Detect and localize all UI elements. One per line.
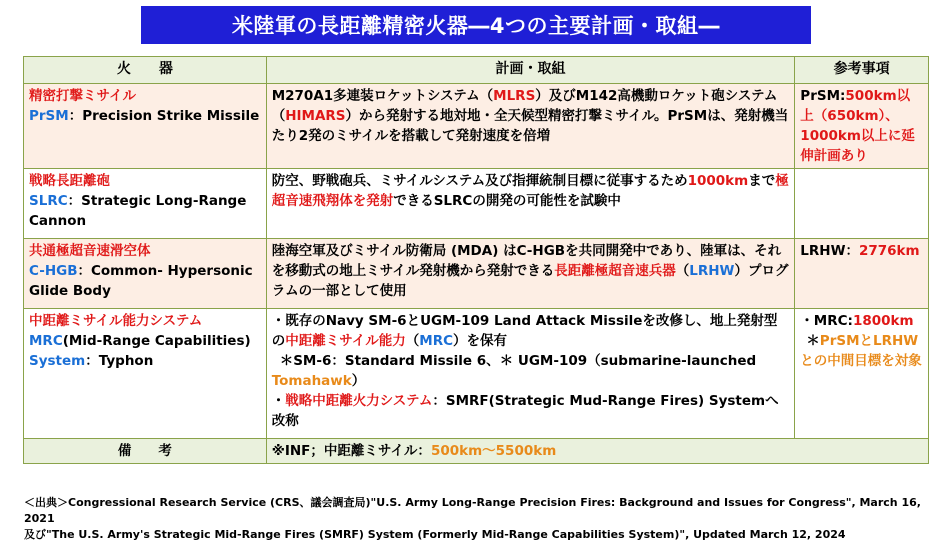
plan-text: 防空、野戦砲兵、ミサイルシステム及び指揮統制目標に従事するため — [271, 173, 688, 189]
table-row — [24, 169, 929, 239]
plan-highlight: 長距離極超音速兵器 — [554, 263, 676, 279]
header-plan: 計画・取組 — [266, 57, 795, 84]
plan-highlight: MLRS — [493, 88, 536, 104]
plan-text: できるSLRCの開発の可能性を試験中 — [393, 193, 621, 209]
plan-text: ）を保有 — [453, 333, 508, 349]
plan-highlight: Tomahawk — [271, 373, 352, 389]
plan-highlight: HIMARS — [285, 108, 346, 124]
note-label: ＊ — [806, 333, 820, 349]
note-value: PrSMとLRHWとの中間目標を対象 — [800, 333, 922, 369]
plan-cell — [266, 169, 795, 239]
header-notes: 参考事項 — [795, 57, 929, 84]
page-title: 米陸軍の長距離精密火器―4つの主要計画・取組― — [141, 6, 811, 44]
table-header-row — [24, 57, 929, 84]
source-line-2: 及び"The U.S. Army's Strategic Mid-Range Fires (SMRF) System (Formerly Mid-Range Capabilities System)", Updated March 12, 2024 — [24, 528, 846, 541]
plan-highlight: 1000km — [687, 173, 749, 189]
weapon-name-en: (Mid-Range Capabilities) — [62, 333, 251, 349]
source-citation — [24, 495, 934, 543]
plan-highlight: 極超音速飛翔体を発射 — [271, 173, 789, 209]
weapon-name-en: ：Precision Strike Missile — [68, 108, 260, 124]
plan-highlight: 戦略中距離火力システム — [285, 393, 433, 409]
plan-text: ＊SM-6：Standard Missile 6、＊ UGM-109（submarine-launched — [279, 353, 757, 369]
weapon-name-ja: 中距離ミサイル能力システム — [29, 313, 203, 329]
weapon-abbr: PrSM — [29, 108, 69, 124]
plan-text: ・ — [271, 393, 286, 409]
plan-text: （ — [675, 263, 690, 279]
plan-text: ）及びM142高機動ロケット砲システム（ — [271, 88, 778, 124]
weapon-cell — [24, 309, 267, 439]
table-row — [24, 239, 929, 309]
weapon-name-ja: 精密打撃ミサイル — [29, 88, 137, 104]
notes-cell — [795, 169, 929, 239]
footer-text-cell — [266, 439, 928, 464]
plan-text: ）プログラムの一部として使用 — [271, 263, 789, 299]
weapon-cell — [24, 239, 267, 309]
plan-text: ） — [351, 373, 366, 389]
plan-highlight: 中距離ミサイル能力 — [285, 333, 406, 349]
plan-text: まで — [748, 173, 776, 189]
note-value: 1800km — [852, 313, 914, 329]
plan-text: ）から発射する地対地・全天候型精密打撃ミサイル。PrSMは、発射機当たり2発のミサイルを搭載して発射速度を倍増 — [271, 108, 789, 144]
plan-text: M270A1多連装ロケットシステム（ — [271, 88, 494, 104]
weapon-name-en: ：Common- Hypersonic Glide Body — [29, 263, 253, 299]
notes-cell — [795, 84, 929, 169]
note-value: 500km以上（650km）、1000km以上に延伸計画あり — [800, 88, 915, 164]
plan-cell — [266, 309, 795, 439]
weapon-name-en: ：Strategic Long-Range Cannon — [29, 193, 247, 229]
weapon-name-ja: 共通極超音速滑空体 — [29, 243, 151, 259]
plan-text: ・既存のNavy SM-6とUGM-109 Land Attack Missileを改修し、地上発射型の — [271, 313, 778, 349]
weapon-abbr-2: System — [29, 353, 86, 369]
weapon-cell — [24, 84, 267, 169]
table-footer-row — [24, 439, 929, 464]
weapon-abbr: SLRC — [29, 193, 68, 209]
weapon-name-ja: 戦略長距離砲 — [29, 173, 110, 189]
note-label: LRHW： — [800, 243, 859, 259]
footer-text: ※INF；中距離ミサイル： — [271, 443, 431, 459]
weapon-name-en-2: ：Typhon — [85, 353, 154, 369]
plan-highlight: MRC — [419, 333, 454, 349]
note-label: ・MRC: — [800, 313, 853, 329]
weapon-abbr: MRC — [29, 333, 63, 349]
weapon-cell — [24, 169, 267, 239]
notes-cell — [795, 309, 929, 439]
note-label: PrSM: — [800, 88, 846, 104]
notes-cell — [795, 239, 929, 309]
plan-cell — [266, 239, 795, 309]
table-row — [24, 84, 929, 169]
plan-highlight: LRHW — [689, 263, 735, 279]
plan-text: 陸海空軍及びミサイル防衛局 (MDA) はC-HGBを共同開発中であり、陸軍は、それを移動式の地上ミサイル発射機から発射できる — [271, 243, 782, 279]
plan-text: ：SMRF(Strategic Mud-Range Fires) Systemへ改称 — [271, 393, 779, 429]
footer-label: 備 考 — [24, 439, 267, 464]
footer-range: 500km～5500km — [430, 443, 557, 459]
weapon-abbr: C-HGB — [29, 263, 78, 279]
source-line-1: ＜出典＞Congressional Research Service (CRS、議会調査局)"U.S. Army Long-Range Precision Fires: Background and Issues for Congress", March 16, 2021 — [24, 496, 921, 525]
note-value: 2776km — [858, 243, 920, 259]
weapons-table — [23, 56, 929, 464]
plan-text: （ — [405, 333, 420, 349]
table-row — [24, 309, 929, 439]
header-weapon: 火 器 — [24, 57, 267, 84]
plan-cell — [266, 84, 795, 169]
